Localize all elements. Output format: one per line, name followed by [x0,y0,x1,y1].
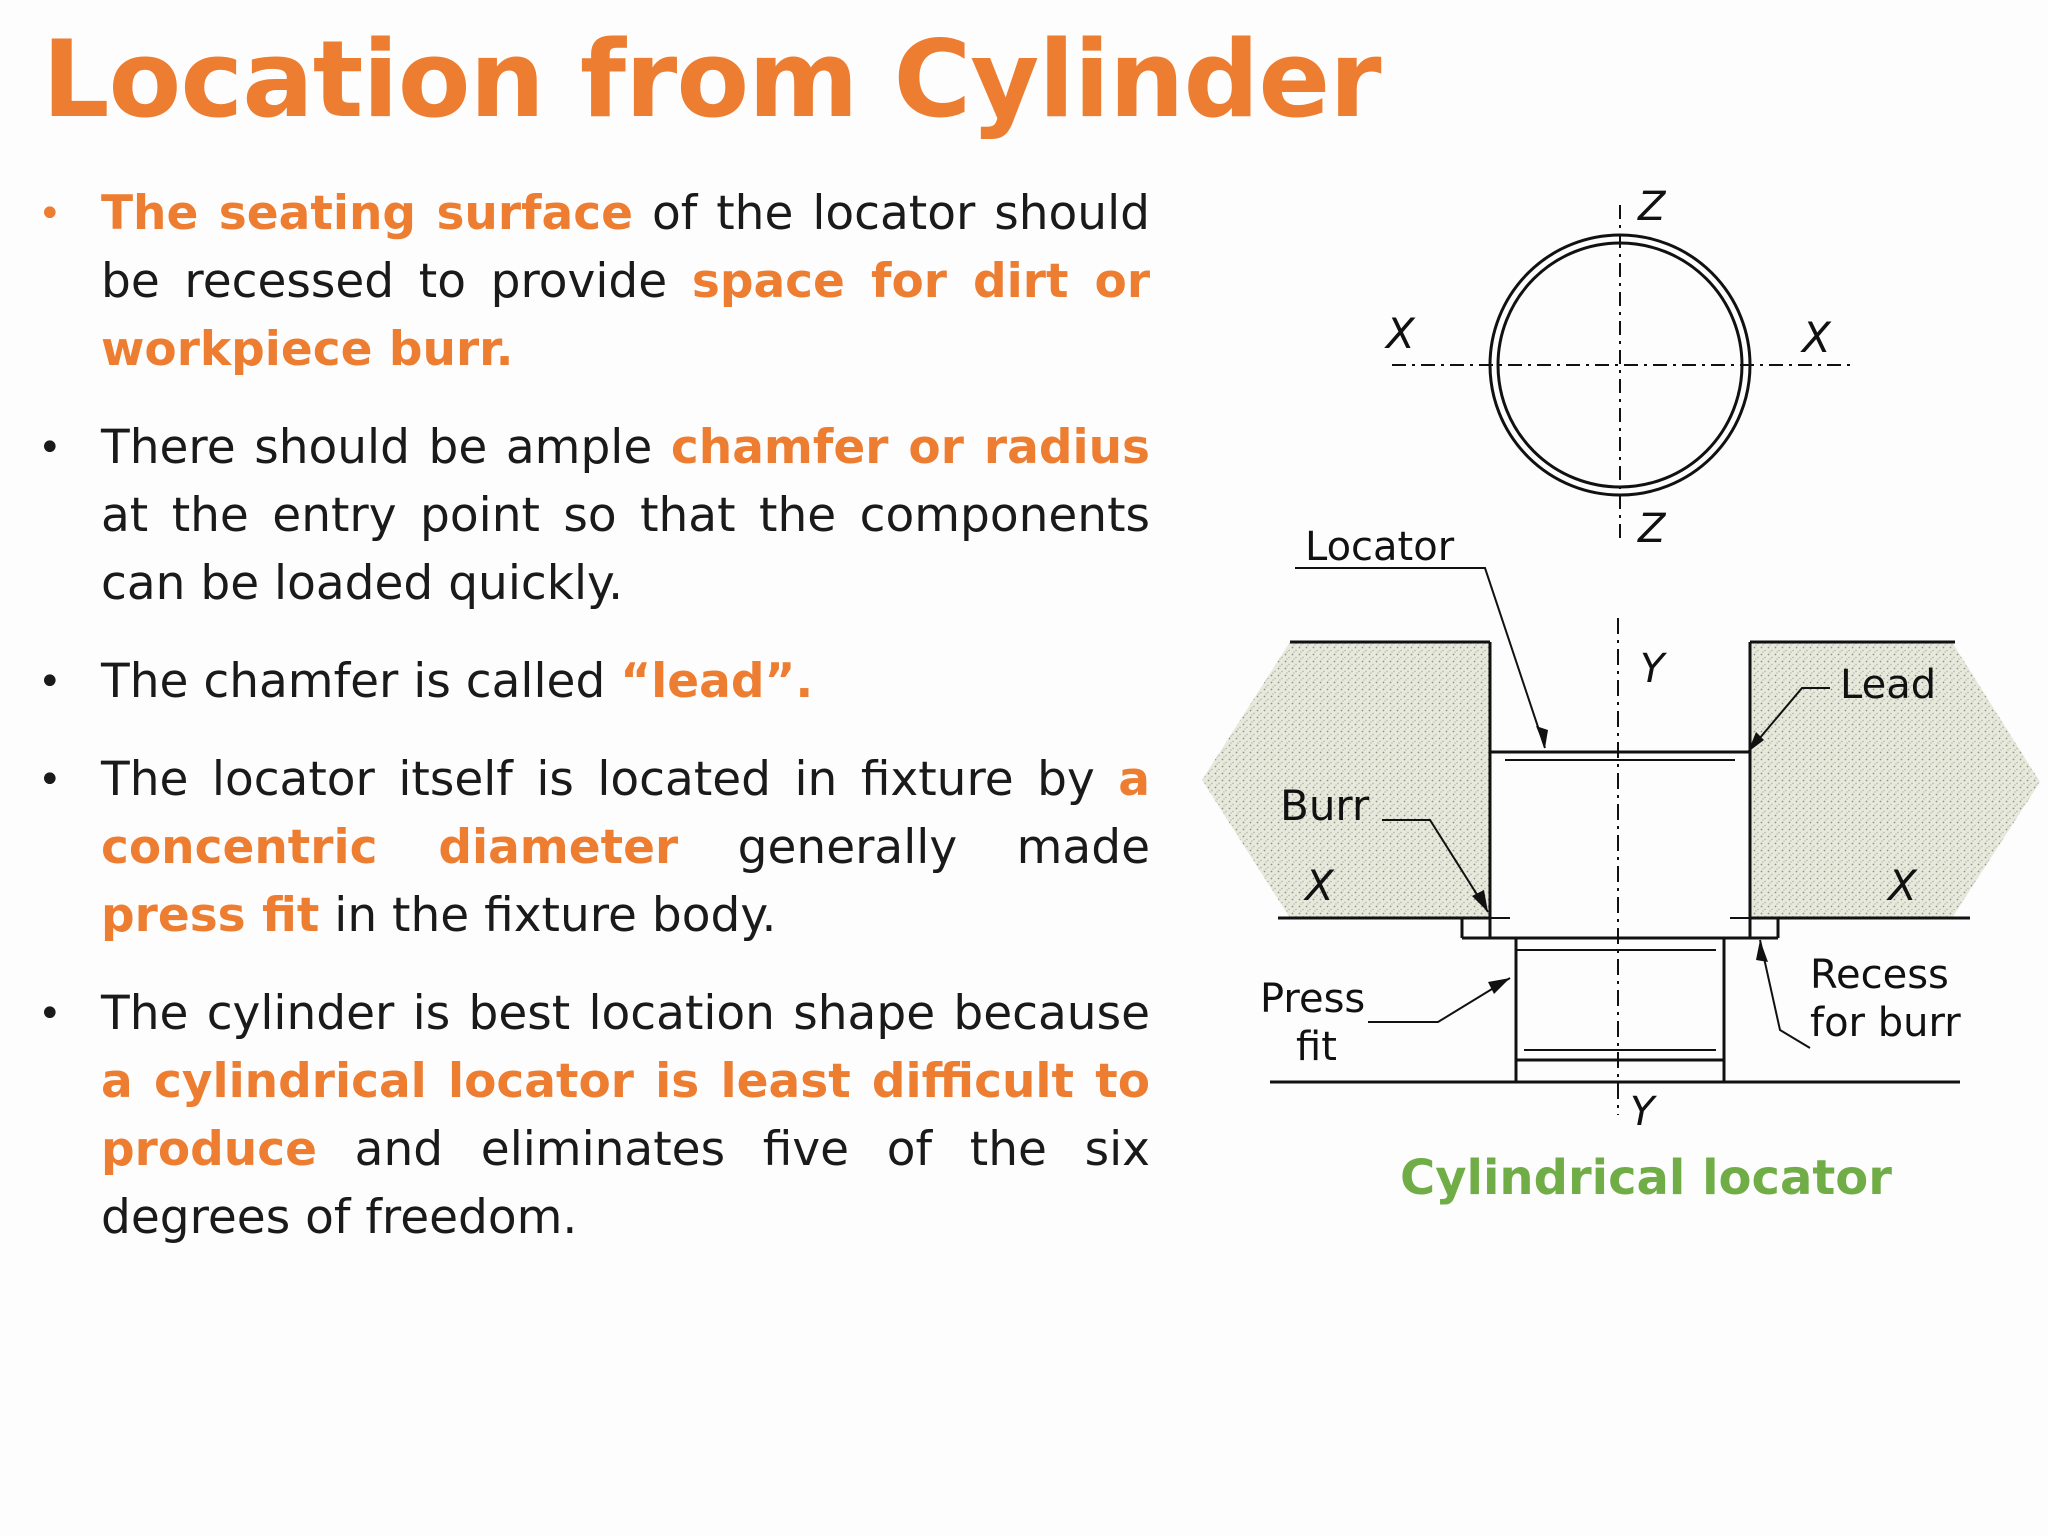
body-text: and eliminates five of the six degrees of freedom. [101,1122,1150,1245]
bullet-dot-icon: • [38,191,62,237]
label-locator: Locator [1305,524,1455,570]
body-text: of the locator should be recessed to provide [101,186,1150,309]
axis-label-z-top: Z [1638,184,1666,230]
highlight-text: chamfer or radius [670,420,1151,475]
top-view [1384,184,1852,552]
bullet-dot-icon: • [38,757,62,803]
axis-label-y-top: Y [1640,646,1665,692]
bullet-item [38,180,1150,384]
body-text: at the entry point so that the components can be loaded quickly. [101,488,1150,611]
bullet-item [38,746,1150,950]
section-view [1202,524,2040,1135]
body-text: in the fixture body. [319,888,777,943]
axis-label-x-right-top: X [1802,313,1831,362]
label-press: Press [1260,976,1366,1022]
label-recess: Recess [1810,952,1949,998]
highlight-text: a cylindrical locator is least difficult to produce [101,1054,1150,1177]
highlight-text: “lead”. [620,654,814,709]
highlight-text: The seating surface [101,186,633,241]
cylindrical-locator-diagram [1200,170,2040,1230]
page-title: Location from Cylinder [42,18,1381,141]
highlight-text: space for dirt or workpiece burr. [101,254,1150,377]
bullet-item [38,648,1150,716]
bullet-dot-icon: • [38,659,62,705]
label-fit: fit [1296,1024,1337,1070]
bullet-item [38,980,1150,1252]
body-text: The chamfer is called [101,654,621,709]
label-lead: Lead [1840,662,1937,708]
axis-label-x-left-top: X [1386,309,1415,358]
highlight-text: press fit [101,888,320,943]
body-text: The cylinder is best location shape because [101,986,1150,1041]
axis-label-y-bottom: Y [1630,1089,1655,1135]
label-burr: Burr [1280,781,1370,830]
bullet-list [38,180,1150,1282]
bullet-item [38,414,1150,618]
label-for-burr: for burr [1810,1000,1961,1046]
axis-label-x-left: X [1305,861,1334,910]
body-text: There should be ample [101,420,671,475]
axis-label-z-bottom: Z [1638,506,1666,552]
body-text: The locator itself is located in fixture by [101,752,1119,807]
axis-label-x-right: X [1888,861,1917,910]
diagram-caption: Cylindrical locator [1400,1150,1892,1206]
highlight-text: a concentric diameter [101,752,1150,875]
body-text: generally made [678,820,1150,875]
bullet-dot-icon: • [38,991,62,1037]
bullet-dot-icon: • [38,425,62,471]
